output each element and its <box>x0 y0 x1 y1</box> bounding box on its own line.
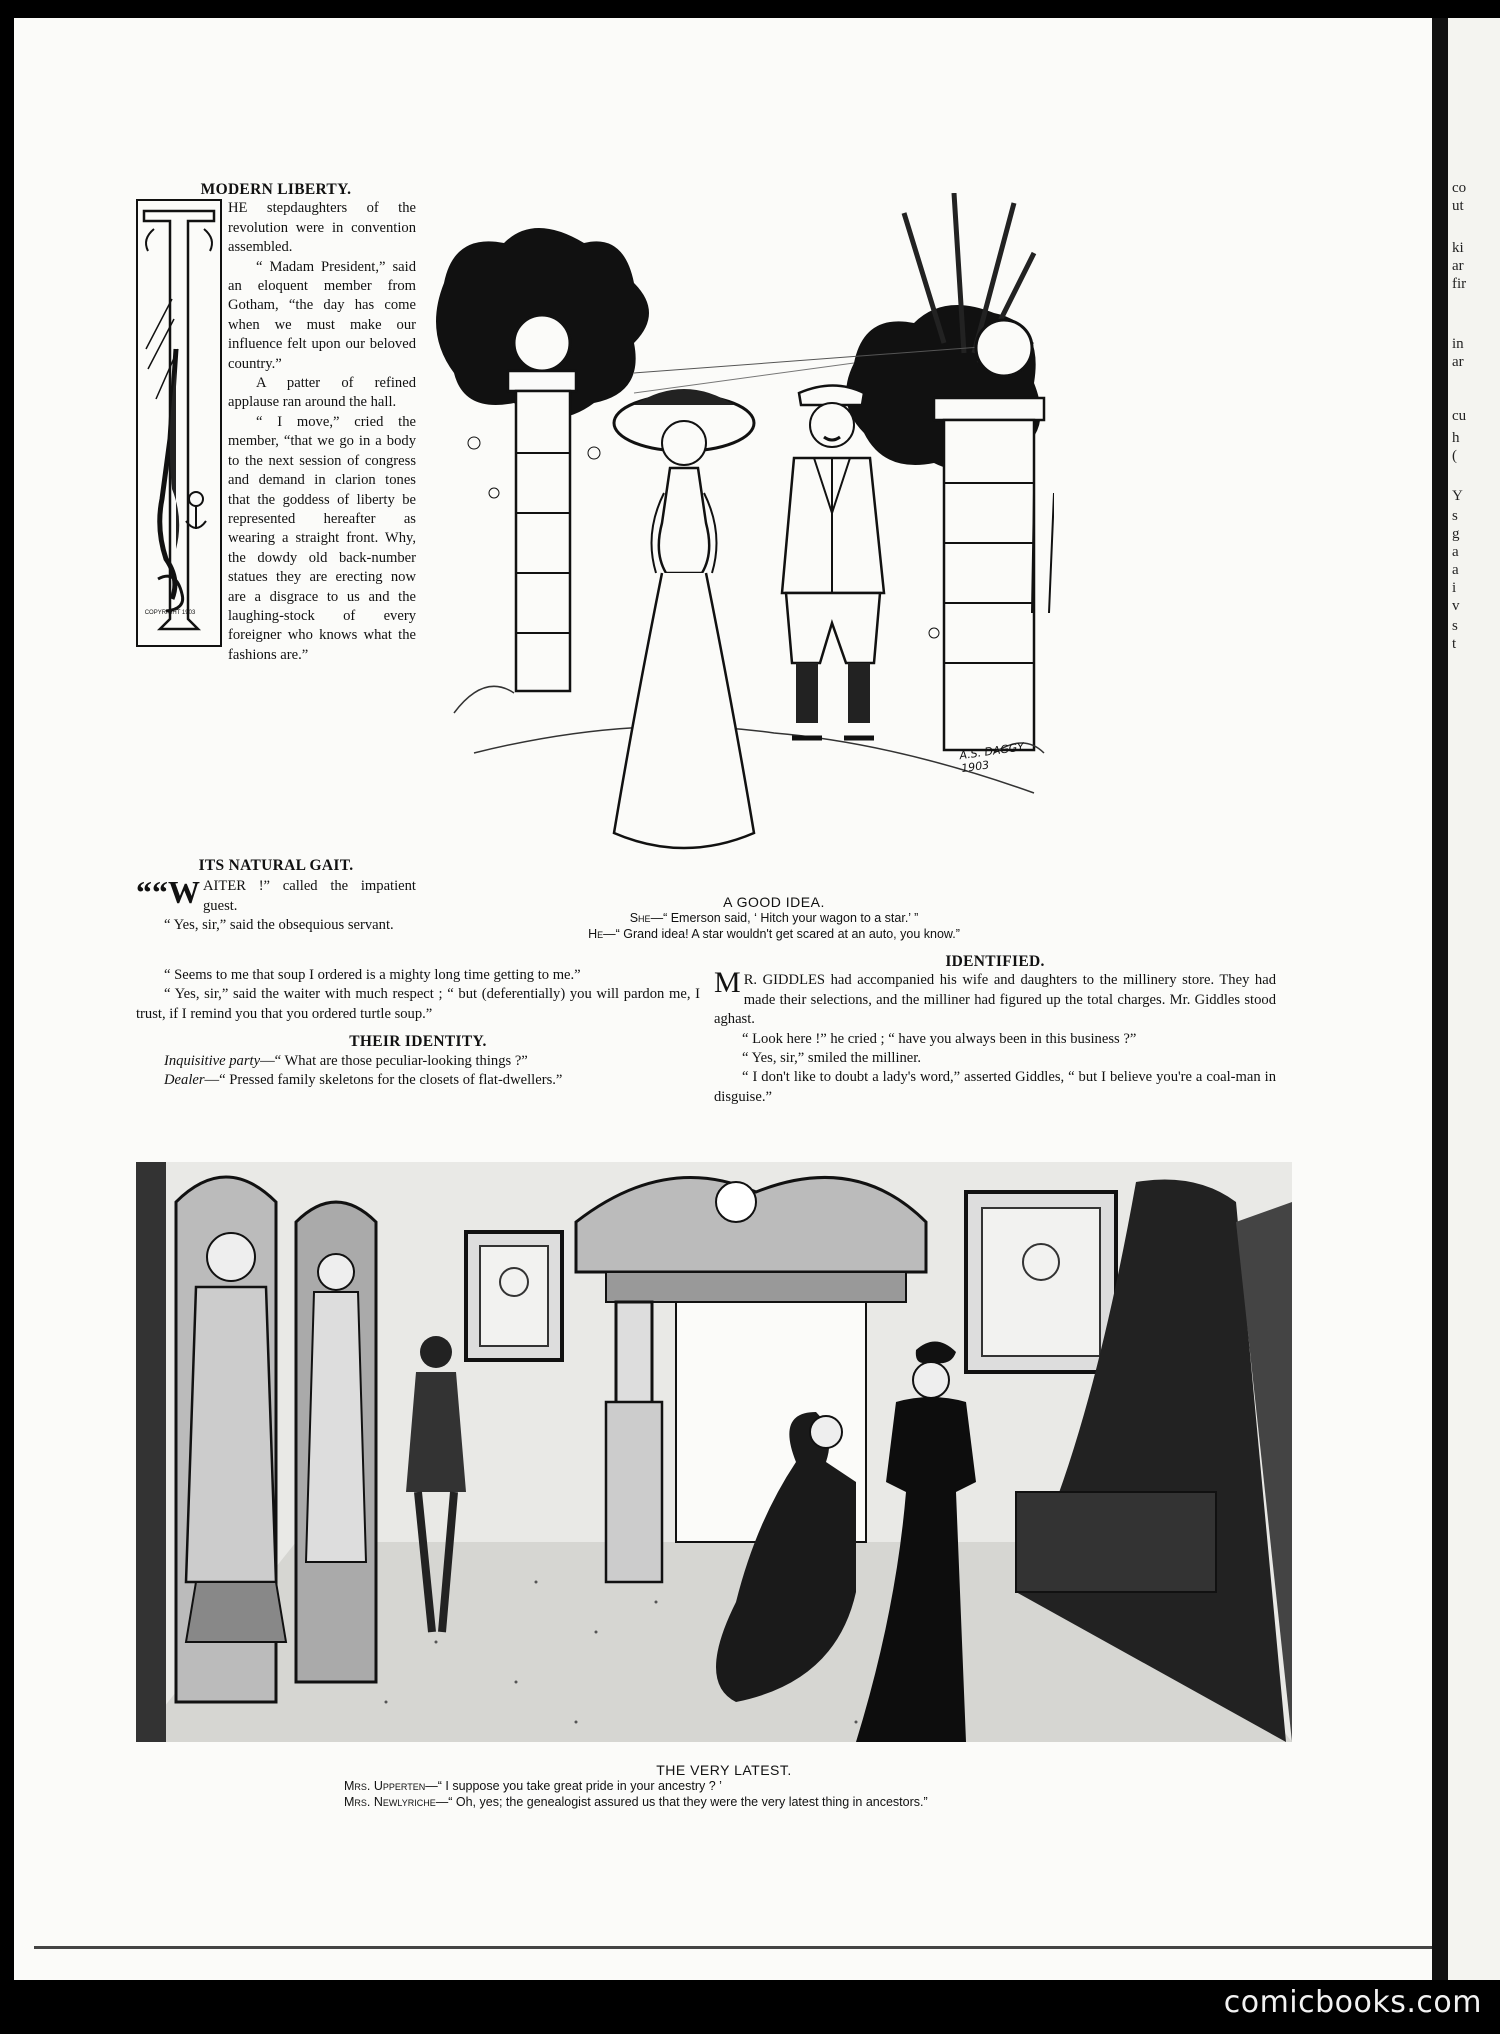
identified-article <box>714 952 1276 1107</box>
good-idea-line-2: He—“ Grand idea! A star wouldn't get scared at an auto, you know.” <box>588 927 960 941</box>
adjacent-page-fragment: g <box>1452 526 1460 542</box>
identified-paragraph-1: M R. GIDDLES had accompanied his wife and daughters to the millinery store. They had made their selections, and the milliner had figured up the total charges. Mr. Giddles stood aghast. <box>714 966 1276 1028</box>
adjacent-page-fragment: ar <box>1452 354 1464 370</box>
identity-speaker-1: Inquisitive party <box>164 1052 261 1069</box>
page-edge-line <box>34 1946 1432 1949</box>
natural-gait-paragraph-2: “ Yes, sir,” said the obsequious servant. <box>164 917 394 934</box>
site-watermark: comicbooks.com <box>1223 1985 1482 2020</box>
very-latest-line-2: Mrs. Newlyriche—“ Oh, yes; the genealogist assured us that they were the very latest thing in ancestors.” <box>344 1795 928 1809</box>
adjacent-page-fragment: a <box>1452 544 1459 560</box>
good-idea-title: A GOOD IDEA. <box>723 894 825 910</box>
identity-speaker-2: Dealer <box>164 1072 205 1089</box>
adjacent-page-fragment: s <box>1452 508 1458 524</box>
identified-initial: M <box>714 966 741 1000</box>
modern-liberty-paragraph-4: “ I move,” cried the member, “that we go in a body to the next session of congress and demand in clarion tones that the goddess of liberty be represented hereafter as wearing a straight front. Why, the dowdy old back-number statues they are erecting now are a disgrace to us and the laughing-stock of every foreigner who knows what the fashions are.” <box>228 413 416 663</box>
identity-line-1: Inquisitive party—“ What are those peculiar-looking things ?” <box>164 1052 528 1069</box>
adjacent-page-fragment: ut <box>1452 198 1464 214</box>
magazine-page <box>14 18 1432 1980</box>
copyright-mark: COPYRIGHT 1903 <box>144 610 196 616</box>
adjacent-page-fragment: ( <box>1452 448 1457 464</box>
identified-paragraph-2: “ Look here !” he cried ; “ have you always been in this business ?” <box>742 1030 1137 1047</box>
good-idea-signature: A.S. DAGGY 1903 <box>958 740 1025 776</box>
decorative-initial-t-illustration <box>136 199 222 647</box>
natural-gait-paragraph-4: “ Yes, sir,” said the waiter with much respect ; “ but (deferentially) you will pardon me, I trust, if I remind you that you ordered turtle soup.” <box>136 986 700 1022</box>
modern-liberty-paragraph-3: A patter of refined applause ran around the hall. <box>228 375 416 411</box>
identified-paragraph-3: “ Yes, sir,” smiled the milliner. <box>742 1050 921 1067</box>
modern-liberty-title: MODERN LIBERTY. <box>200 181 352 198</box>
adjacent-page-fragment: fir <box>1452 276 1467 292</box>
good-idea-line-1: She—“ Emerson said, ‘ Hitch your wagon to a star.’ ” <box>629 911 919 925</box>
very-latest-speaker-1: Mrs. Upperten <box>344 1779 426 1793</box>
adjacent-page-fragment: a <box>1452 562 1459 578</box>
book-gutter <box>1432 18 1448 1980</box>
adjacent-page-fragment: i <box>1452 580 1457 596</box>
adjacent-page-fragment: co <box>1452 180 1467 196</box>
good-idea-caption <box>504 894 1044 942</box>
good-idea-speaker-2: He <box>588 927 604 941</box>
natural-gait-initial: ““W <box>136 874 200 911</box>
adjacent-page-fragment: ki <box>1452 240 1464 256</box>
natural-gait-paragraph-1: ““W AITER !” called the impatient guest. <box>136 874 416 914</box>
very-latest-caption <box>214 1762 1234 1810</box>
adjacent-page-fragment: in <box>1452 336 1464 352</box>
adjacent-page-fragment: v <box>1452 598 1460 614</box>
identity-line-2: Dealer—“ Pressed family skeletons for the closets of flat-dwellers.” <box>164 1072 563 1089</box>
adjacent-page-fragment: Y <box>1452 488 1463 504</box>
adjacent-page-fragment: t <box>1452 636 1457 652</box>
natural-gait-article-top <box>136 856 416 936</box>
identity-title: THEIR IDENTITY. <box>349 1033 487 1051</box>
natural-gait-article-bottom <box>136 966 700 1090</box>
modern-liberty-article <box>136 180 416 665</box>
identified-paragraph-4: “ I don't like to doubt a lady's word,” asserted Giddles, “ but I believe you're a coal-man in disguise.” <box>714 1069 1276 1105</box>
natural-gait-paragraph-3: “ Seems to me that soup I ordered is a mighty long time getting to me.” <box>164 967 581 983</box>
natural-gait-title: ITS NATURAL GAIT. <box>198 857 354 874</box>
adjacent-page-edge <box>1448 18 1500 1980</box>
adjacent-page-fragment: cu <box>1452 408 1467 424</box>
adjacent-page-fragment: ar <box>1452 258 1464 274</box>
modern-liberty-paragraph-2: “ Madam President,” said an eloquent member from Gotham, “the day has come when we must make our influence felt upon our beloved country.” <box>228 258 416 372</box>
very-latest-speaker-2: Mrs. Newlyriche <box>344 1795 436 1809</box>
very-latest-illustration <box>136 1162 1292 1742</box>
identified-title: IDENTIFIED. <box>945 953 1045 970</box>
good-idea-speaker-1: She <box>629 911 651 925</box>
modern-liberty-paragraph-1: HE stepdaughters of the revolution were in convention assembled. <box>228 200 416 256</box>
adjacent-page-fragment: h <box>1452 430 1460 446</box>
good-idea-illustration <box>434 193 1054 883</box>
adjacent-page-fragment: s <box>1452 618 1458 634</box>
very-latest-line-1: Mrs. Upperten—“ I suppose you take great pride in your ancestry ? ’ <box>344 1779 722 1793</box>
very-latest-title: THE VERY LATEST. <box>656 1762 792 1778</box>
